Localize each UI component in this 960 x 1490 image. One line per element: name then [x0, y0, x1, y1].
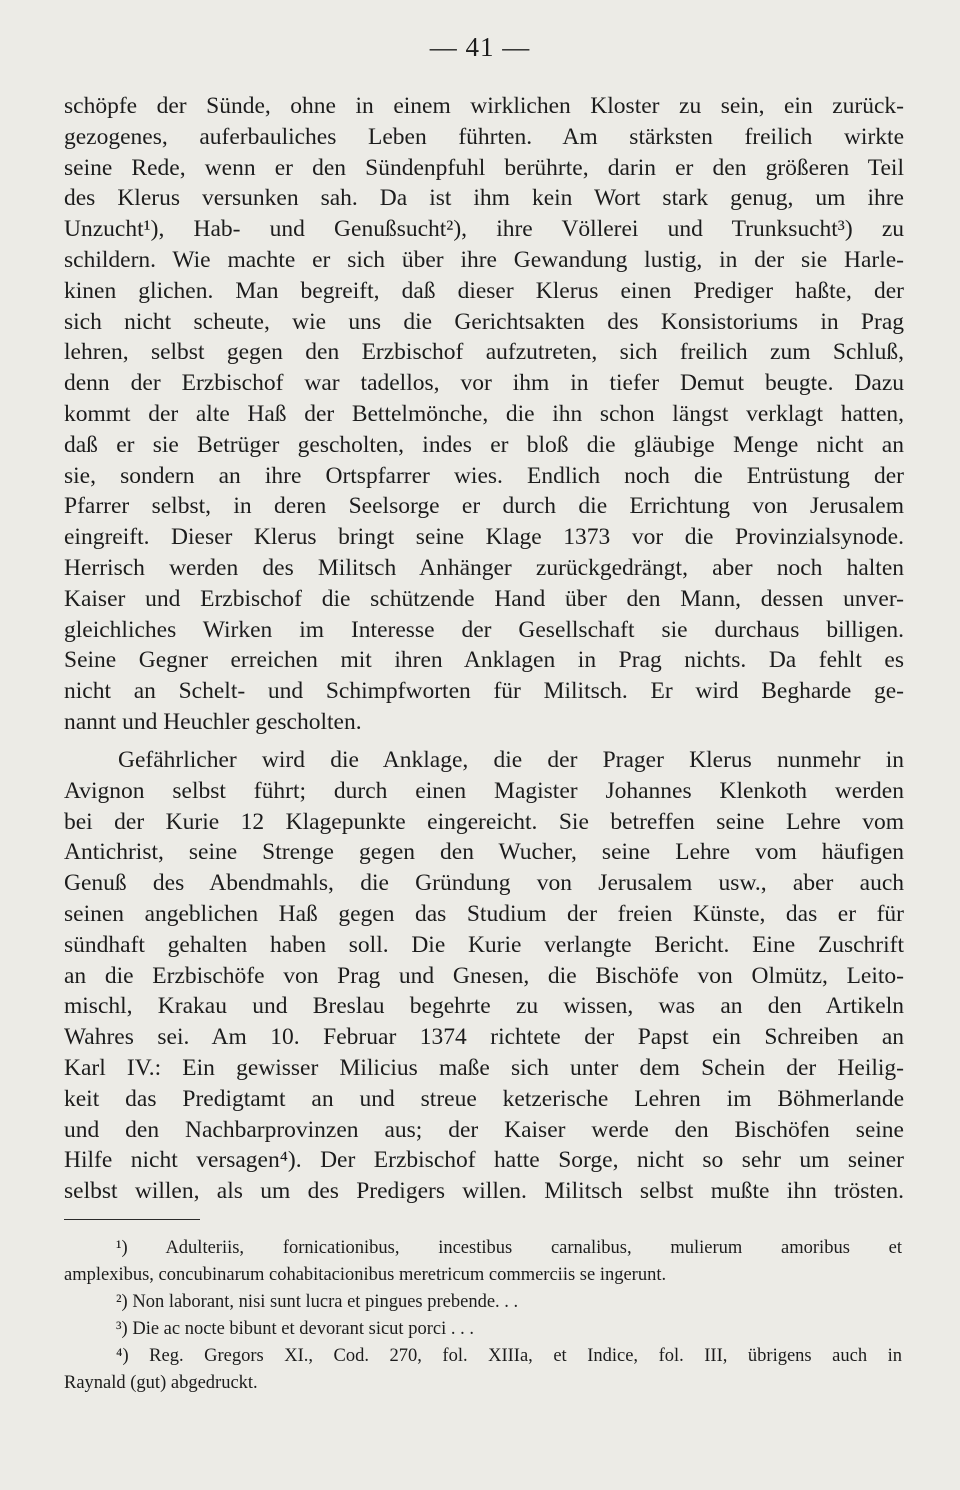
- footnote-divider: [64, 1219, 200, 1220]
- text-line: Avignon selbst führt; durch einen Magister Johannes Klenkoth werden: [64, 777, 904, 804]
- text-line: nannt und Heuchler gescholten.: [64, 708, 362, 735]
- text-line: sündhaft gehalten haben soll. Die Kurie verlangte Bericht. Eine Zuschrift: [64, 931, 904, 958]
- text-line: keit das Predigtamt an und streue ketzerische Lehren im Böhmerlande: [64, 1085, 904, 1112]
- text-line: Genuß des Abendmahls, die Gründung von Jerusalem usw., aber auch: [64, 870, 904, 897]
- text-line: schöpfe der Sünde, ohne in einem wirklichen Kloster zu sein, ein zurück-: [64, 93, 904, 119]
- text-line: daß er sie Betrüger gescholten, indes er bloß die gläubige Menge nicht an: [64, 431, 904, 458]
- text-line: kommt der alte Haß der Bettelmönche, die ihn schon längst verklagt hatten,: [64, 400, 904, 427]
- text-line: sie, sondern an ihre Ortspfarrer wies. Endlich noch die Entrüstung der: [64, 462, 904, 489]
- text-line: Herrisch werden des Militsch Anhänger zurückgedrängt, aber noch halten: [64, 554, 904, 581]
- text-line: mischl, Krakau und Breslau begehrte zu wissen, was an den Artikeln: [64, 993, 904, 1020]
- footnote-2: ²) Non laborant, nisi sunt lucra et pingues prebende. . .: [116, 1292, 519, 1312]
- body-paragraph-2: [64, 745, 904, 1207]
- text-line: Unzucht¹), Hab- und Genußsucht²), ihre Völlerei und Trunksucht³) zu: [64, 216, 904, 243]
- text-line: und den Nachbarprovinzen aus; der Kaiser werde den Bischöfen seine: [64, 1116, 904, 1143]
- text-line: Wahres sei. Am 10. Februar 1374 richtete der Papst ein Schreiben an: [64, 1024, 904, 1051]
- footnote-4-line: Raynald (gut) abgedruckt.: [64, 1373, 258, 1393]
- footnote-1-line: amplexibus, concubinarum cohabitacionibus meretricum commerciis se ingerunt.: [64, 1265, 667, 1285]
- text-line: gleichliches Wirken im Interesse der Gesellschaft sie durchaus billigen.: [64, 616, 904, 643]
- text-line: lehren, selbst gegen den Erzbischof aufzutreten, sich freilich zum Schluß,: [64, 339, 904, 366]
- text-line: eingreift. Dieser Klerus bringt seine Klage 1373 vor die Provinzialsynode.: [64, 524, 904, 551]
- text-line: Gefährlicher wird die Anklage, die der Prager Klerus nunmehr in: [118, 747, 904, 773]
- footnotes: [64, 1235, 902, 1397]
- page-number: — 41 —: [429, 32, 531, 62]
- text-line: schildern. Wie machte er sich über ihre Gewandung lustig, in der sie Harle-: [64, 246, 904, 273]
- text-line: Seine Gegner erreichen mit ihren Anklagen in Prag nichts. Da fehlt es: [64, 647, 904, 674]
- text-line: sich nicht scheute, wie uns die Gerichtsakten des Konsistoriums in Prag: [64, 308, 904, 335]
- text-line: denn der Erzbischof war tadellos, vor ihm in tiefer Demut beugte. Dazu: [64, 370, 904, 397]
- text-line: Hilfe nicht versagen⁴). Der Erzbischof hatte Sorge, nicht so sehr um seiner: [64, 1147, 904, 1174]
- footnote-4-line: ⁴) Reg. Gregors XI., Cod. 270, fol. XIIIa, et Indice, fol. III, übrigens auch in: [116, 1346, 902, 1366]
- text-line: seine Rede, wenn er den Sündenpfuhl berührte, darin er den größeren Teil: [64, 154, 904, 181]
- text-line: Kaiser und Erzbischof die schützende Hand über den Mann, dessen unver-: [64, 585, 904, 612]
- text-line: nicht an Schelt- und Schimpfworten für Militsch. Er wird Begharde ge-: [64, 678, 904, 705]
- text-line: bei der Kurie 12 Klagepunkte eingereicht. Sie betreffen seine Lehre vom: [64, 808, 904, 835]
- text-line: seinen angeblichen Haß gegen das Studium der freien Künste, das er für: [64, 900, 904, 927]
- text-line: an die Erzbischöfe von Prag und Gnesen, die Bischöfe von Olmütz, Leito-: [64, 962, 904, 989]
- text-line: Pfarrer selbst, in deren Seelsorge er durch die Errichtung von Jerusalem: [64, 493, 904, 520]
- text-line: selbst willen, als um des Predigers willen. Militsch selbst mußte ihn trösten.: [64, 1178, 904, 1205]
- footnote-1-line: ¹) Adulteriis, fornicationibus, incestibus carnalibus, mulierum amoribus et: [116, 1238, 902, 1258]
- text-line: Karl IV.: Ein gewisser Milicius maße sich unter dem Schein der Heilig-: [64, 1054, 904, 1081]
- footnote-3: ³) Die ac nocte bibunt et devorant sicut porci . . .: [116, 1319, 474, 1339]
- body-paragraph-1: [64, 91, 904, 738]
- text-line: Antichrist, seine Strenge gegen den Wucher, seine Lehre vom häufigen: [64, 839, 904, 866]
- text-line: des Klerus versunken sah. Da ist ihm kein Wort stark genug, um ihre: [64, 185, 904, 212]
- text-line: gezogenes, auferbauliches Leben führten. Am stärksten freilich wirkte: [64, 123, 904, 150]
- text-line: kinen glichen. Man begreift, daß dieser Klerus einen Prediger haßte, der: [64, 277, 904, 304]
